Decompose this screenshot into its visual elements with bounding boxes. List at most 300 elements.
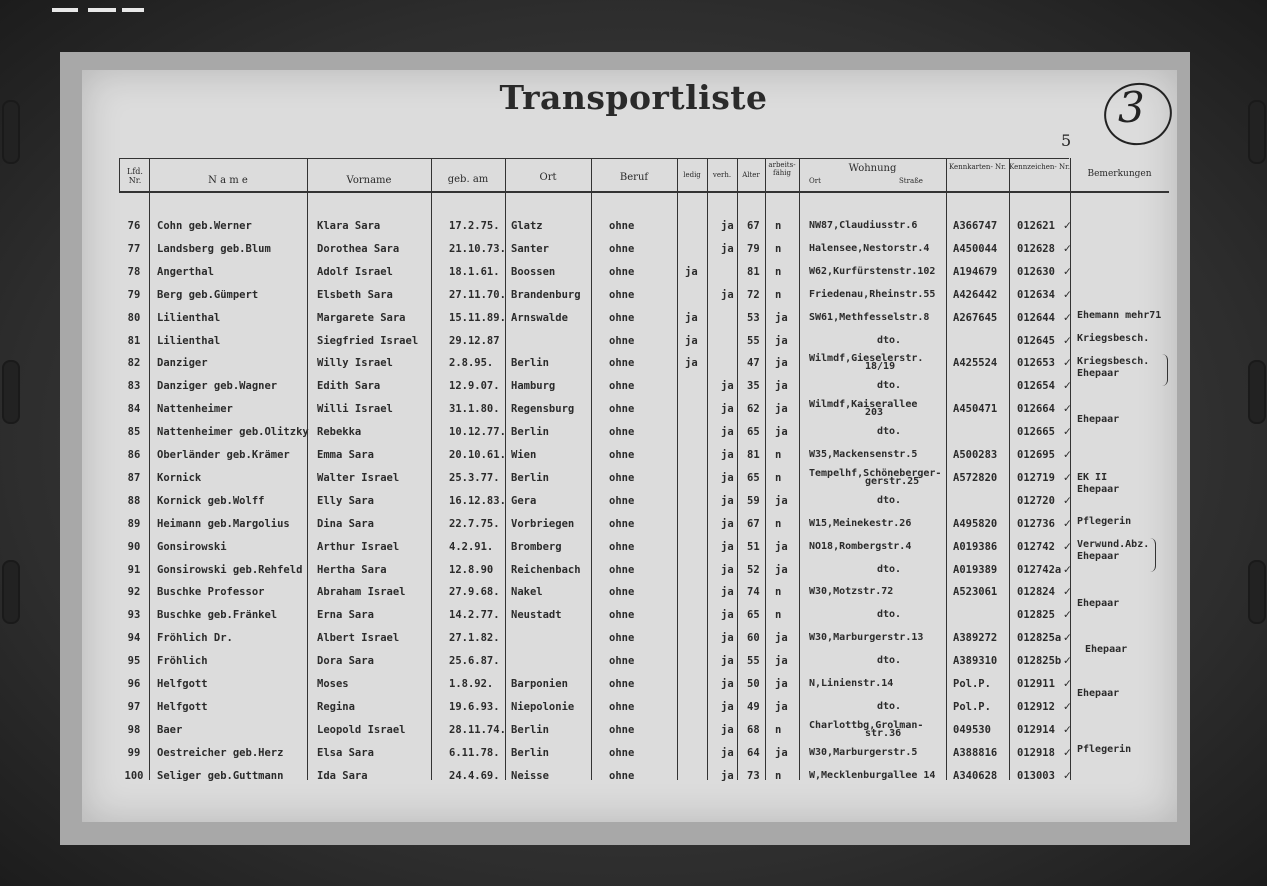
- check-mark-icon: ✓: [1063, 426, 1072, 439]
- cell-kennkarte: A194679: [953, 265, 998, 278]
- cell-kennzeichen: 012665: [1017, 426, 1055, 439]
- check-mark-icon: ✓: [1063, 494, 1072, 507]
- document-title: Transportliste: [499, 78, 768, 117]
- cell-beruf: ohne: [609, 609, 635, 622]
- cell-verh: ja: [721, 471, 734, 484]
- cell-arbeitsfaehig: ja: [775, 563, 788, 576]
- check-mark-icon: ✓: [1063, 563, 1072, 576]
- cell-vorname: Margarete Sara: [317, 311, 406, 324]
- cell-kennzeichen: 012742: [1017, 540, 1055, 553]
- cell-verh: ja: [721, 655, 734, 668]
- cell-arbeitsfaehig: n: [775, 288, 782, 301]
- cell-nr: 89: [127, 517, 141, 530]
- table-row: [119, 537, 1169, 560]
- cell-nr: 93: [127, 609, 141, 622]
- cell-ledig: ja: [685, 334, 698, 347]
- cell-ort: Barponien: [511, 678, 568, 690]
- check-mark-icon: ✓: [1063, 655, 1072, 668]
- cell-alter: 65: [747, 609, 760, 622]
- cell-kennzeichen: 013003: [1017, 769, 1055, 782]
- table-row: [119, 697, 1169, 720]
- header-wohnung: Wohnung: [848, 163, 897, 174]
- cell-geb: 24.4.69.: [449, 769, 500, 782]
- remark-row-87: EK II: [1077, 472, 1108, 483]
- table-row: [119, 262, 1169, 285]
- remark-row-99: Pflegerin: [1077, 744, 1132, 755]
- cell-wohnung: Wilmdf,Kaiserallee 203: [809, 399, 918, 419]
- header-vorname: Vorname: [346, 175, 392, 186]
- cell-geb: 17.2.75.: [449, 220, 500, 232]
- table-row: [119, 628, 1169, 651]
- cell-kennzeichen: 012825b: [1017, 655, 1062, 668]
- cell-arbeitsfaehig: ja: [775, 380, 788, 393]
- cell-vorname: Elsbeth Sara: [317, 288, 393, 301]
- cell-name: Heimann geb.Margolius: [157, 517, 290, 530]
- cell-geb: 12.8.90: [449, 563, 494, 576]
- cell-geb: 27.1.82.: [449, 632, 500, 645]
- cell-arbeitsfaehig: ja: [775, 357, 788, 370]
- check-mark-icon: ✓: [1063, 769, 1072, 782]
- cell-beruf: ohne: [609, 655, 635, 668]
- cell-geb: 22.7.75.: [449, 517, 500, 530]
- cell-beruf: ohne: [609, 723, 635, 736]
- cell-arbeitsfaehig: ja: [775, 678, 788, 690]
- cell-vorname: Arthur Israel: [317, 540, 400, 553]
- table-row: [119, 331, 1169, 354]
- check-mark-icon: ✓: [1063, 723, 1072, 736]
- cell-alter: 65: [747, 471, 760, 484]
- check-mark-icon: ✓: [1063, 242, 1072, 255]
- cell-vorname: Moses: [317, 678, 349, 690]
- cell-arbeitsfaehig: ja: [775, 746, 788, 759]
- cell-ort: Vorbriegen: [511, 517, 575, 530]
- cell-ledig: ja: [685, 357, 698, 370]
- cell-wohnung: W30,Marburgerstr.13: [809, 632, 924, 644]
- cell-name: Gonsirowski geb.Rehfeld: [157, 563, 303, 576]
- cell-vorname: Dina Sara: [317, 517, 374, 530]
- cell-kennkarte: 049530: [953, 723, 991, 736]
- table-row: [119, 216, 1169, 239]
- cell-beruf: ohne: [609, 678, 635, 690]
- cell-ort: Berlin: [511, 426, 549, 439]
- cell-alter: 81: [747, 449, 760, 461]
- cell-kennkarte: Pol.P.: [953, 678, 991, 690]
- cell-ort: Reichenbach: [511, 563, 581, 576]
- cell-verh: ja: [721, 723, 734, 736]
- cell-name: Lilienthal: [157, 311, 221, 324]
- cell-ort: Berlin: [511, 723, 549, 736]
- table-row: [119, 422, 1169, 445]
- table-row: [119, 651, 1169, 674]
- film-perforation: [2, 360, 20, 424]
- cell-beruf: ohne: [609, 426, 635, 439]
- check-mark-icon: ✓: [1063, 220, 1072, 232]
- cell-wohnung: W15,Meinekestr.26: [809, 517, 912, 529]
- table-row: [119, 353, 1169, 376]
- cell-kennkarte: A267645: [953, 311, 998, 324]
- table-row: [119, 766, 1169, 789]
- bracket-mark: [1161, 354, 1168, 386]
- cell-verh: ja: [721, 586, 734, 599]
- cell-arbeitsfaehig: n: [775, 449, 782, 461]
- cell-alter: 62: [747, 403, 760, 416]
- header-arbeitsfaehig: arbeits- fähig: [768, 161, 796, 177]
- check-mark-icon: ✓: [1063, 403, 1072, 416]
- cell-verh: ja: [721, 426, 734, 439]
- header-kennkarte: Kennkarten- Nr.: [949, 163, 1006, 171]
- cell-wohnung: dto.: [877, 609, 902, 621]
- cell-kennkarte: A389310: [953, 655, 998, 668]
- header-verh: verh.: [712, 171, 732, 179]
- cell-verh: ja: [721, 609, 734, 622]
- cell-wohnung: Tempelhf,Schöneberger- gerstr.25: [809, 467, 942, 487]
- cell-alter: 35: [747, 380, 760, 393]
- header-ledig: ledig: [683, 171, 701, 179]
- cell-beruf: ohne: [609, 517, 635, 530]
- cell-kennzeichen: 012621: [1017, 220, 1055, 232]
- check-mark-icon: ✓: [1063, 632, 1072, 645]
- cell-geb: 29.12.87: [449, 334, 500, 347]
- cell-kennkarte: Pol.P.: [953, 700, 991, 713]
- cell-ort: Neustadt: [511, 609, 562, 622]
- table-row: [119, 285, 1169, 308]
- cell-name: Cohn geb.Werner: [157, 220, 252, 232]
- cell-name: Kornick: [157, 471, 202, 484]
- cell-ort: Glatz: [511, 220, 543, 232]
- cell-name: Helfgott: [157, 700, 208, 713]
- cell-kennzeichen: 012664: [1017, 403, 1055, 416]
- table-row: [119, 560, 1169, 583]
- cell-beruf: ohne: [609, 380, 635, 393]
- cell-kennzeichen: 012742a: [1017, 563, 1062, 576]
- table-row: [119, 308, 1169, 331]
- table-row: [119, 582, 1169, 605]
- cell-arbeitsfaehig: ja: [775, 655, 788, 668]
- cell-kennzeichen: 012628: [1017, 242, 1055, 255]
- cell-beruf: ohne: [609, 700, 635, 713]
- table-row: [119, 239, 1169, 262]
- transport-table: [119, 158, 1169, 780]
- cell-beruf: ohne: [609, 471, 635, 484]
- cell-wohnung: Halensee,Nestorstr.4: [809, 242, 930, 254]
- cell-kennzeichen: 012918: [1017, 746, 1055, 759]
- header-wohnung-ort: Ort: [809, 177, 821, 185]
- cell-ort: Gera: [511, 494, 537, 507]
- cell-name: Buschke Professor: [157, 586, 265, 599]
- check-mark-icon: ✓: [1063, 586, 1072, 599]
- cell-name: Buschke geb.Fränkel: [157, 609, 278, 622]
- cell-verh: ja: [721, 220, 734, 232]
- cell-beruf: ohne: [609, 242, 635, 255]
- cell-alter: 55: [747, 655, 760, 668]
- cell-alter: 73: [747, 769, 760, 782]
- table-row: [119, 468, 1169, 491]
- cell-kennzeichen: 012695: [1017, 449, 1055, 461]
- cell-geb: 12.9.07.: [449, 380, 500, 393]
- header-beruf: Beruf: [619, 172, 649, 183]
- cell-verh: ja: [721, 517, 734, 530]
- cell-ort: Neisse: [511, 769, 549, 782]
- header-name: N a m e: [208, 175, 248, 186]
- cell-kennkarte: A366747: [953, 220, 998, 232]
- cell-name: Fröhlich: [157, 655, 208, 668]
- check-mark-icon: ✓: [1063, 449, 1072, 461]
- remark-row-96: Ehepaar: [1077, 688, 1120, 699]
- check-mark-icon: ✓: [1063, 311, 1072, 324]
- cell-kennzeichen: 012914: [1017, 723, 1055, 736]
- cell-arbeitsfaehig: n: [775, 586, 782, 599]
- cell-arbeitsfaehig: ja: [775, 426, 788, 439]
- cell-vorname: Rebekka: [317, 426, 362, 439]
- cell-arbeitsfaehig: n: [775, 609, 782, 622]
- cell-kennkarte: A572820: [953, 471, 998, 484]
- cell-ort: Berlin: [511, 357, 549, 370]
- film-perforation: [2, 560, 20, 624]
- cell-kennzeichen: 012630: [1017, 265, 1055, 278]
- cell-vorname: Willy Israel: [317, 357, 393, 370]
- cell-ledig: ja: [685, 311, 698, 324]
- film-edge-mark: [122, 8, 144, 12]
- cell-name: Kornick geb.Wolff: [157, 494, 265, 507]
- cell-beruf: ohne: [609, 563, 635, 576]
- cell-alter: 65: [747, 426, 760, 439]
- cell-kennzeichen: 012653: [1017, 357, 1055, 370]
- header-ort: Ort: [539, 172, 557, 183]
- cell-alter: 47: [747, 357, 760, 370]
- check-mark-icon: ✓: [1063, 540, 1072, 553]
- cell-ort: Berlin: [511, 746, 549, 759]
- cell-kennzeichen: 012719: [1017, 471, 1055, 484]
- cell-nr: 81: [127, 334, 141, 347]
- cell-kennkarte: A450044: [953, 242, 998, 255]
- header-geb: geb. am: [447, 174, 489, 185]
- check-mark-icon: ✓: [1063, 380, 1072, 393]
- remark-row-94: Ehepaar: [1085, 644, 1128, 655]
- header-kennzeichen: Kennzeichen- Nr.: [1009, 163, 1070, 171]
- remark-row-90: Verwund.Abz.: [1077, 539, 1150, 550]
- cell-wohnung: W30,Marburgerstr.5: [809, 746, 918, 758]
- cell-kennkarte: A389272: [953, 632, 998, 645]
- cell-nr: 83: [127, 380, 141, 393]
- header-lfd: Lfd. Nr.: [127, 167, 143, 185]
- table-row: [119, 491, 1169, 514]
- cell-kennzeichen: 012720: [1017, 494, 1055, 507]
- cell-nr: 88: [127, 494, 141, 507]
- cell-vorname: Emma Sara: [317, 449, 374, 461]
- cell-geb: 6.11.78.: [449, 746, 500, 759]
- cell-kennzeichen: 012825a: [1017, 632, 1062, 645]
- cell-kennzeichen: 012912: [1017, 700, 1055, 713]
- cell-wohnung: Wilmdf,Gieselerstr. 18/19: [809, 353, 924, 373]
- cell-name: Nattenheimer geb.Olitzky: [157, 426, 309, 439]
- cell-kennkarte: A425524: [953, 357, 998, 370]
- cell-ort: Berlin: [511, 471, 549, 484]
- cell-verh: ja: [721, 449, 734, 461]
- cell-verh: ja: [721, 494, 734, 507]
- cell-vorname: Hertha Sara: [317, 563, 387, 576]
- cell-beruf: ohne: [609, 494, 635, 507]
- cell-wohnung: W35,Mackensenstr.5: [809, 449, 918, 460]
- cell-alter: 52: [747, 563, 760, 576]
- remark-row-92: Ehepaar: [1077, 598, 1120, 609]
- cell-geb: 20.10.61.: [449, 449, 506, 461]
- film-edge-mark: [52, 8, 78, 12]
- cell-kennzeichen: 012654: [1017, 380, 1055, 393]
- cell-vorname: Willi Israel: [317, 403, 393, 416]
- cell-alter: 60: [747, 632, 760, 645]
- cell-ort: Bromberg: [511, 540, 562, 553]
- cell-arbeitsfaehig: n: [775, 517, 782, 530]
- cell-geb: 27.11.70.: [449, 288, 506, 301]
- cell-geb: 14.2.77.: [449, 609, 500, 622]
- check-mark-icon: ✓: [1063, 678, 1072, 690]
- cell-kennkarte: A340628: [953, 769, 998, 782]
- cell-nr: 97: [127, 700, 141, 713]
- cell-beruf: ohne: [609, 288, 635, 301]
- cell-nr: 98: [127, 723, 141, 736]
- cell-beruf: ohne: [609, 769, 635, 782]
- remark-row-84: Ehepaar: [1077, 414, 1120, 425]
- remark-row-90-91: Ehepaar: [1077, 551, 1120, 562]
- cell-beruf: ohne: [609, 334, 635, 347]
- check-mark-icon: ✓: [1063, 288, 1072, 301]
- cell-ort: Niepolonie: [511, 700, 575, 713]
- cell-nr: 77: [127, 242, 141, 255]
- cell-arbeitsfaehig: ja: [775, 540, 788, 553]
- cell-vorname: Ida Sara: [317, 769, 368, 782]
- cell-kennzeichen: 012644: [1017, 311, 1055, 324]
- cell-beruf: ohne: [609, 632, 635, 645]
- cell-kennkarte: A388816: [953, 746, 998, 759]
- cell-geb: 1.8.92.: [449, 678, 494, 690]
- cell-wohnung: dto.: [877, 380, 902, 392]
- cell-ort: Nakel: [511, 586, 543, 599]
- cell-kennzeichen: 012645: [1017, 334, 1055, 347]
- table-row: [119, 376, 1169, 399]
- cell-name: Helfgott: [157, 678, 208, 690]
- cell-name: Danziger geb.Wagner: [157, 380, 278, 393]
- check-mark-icon: ✓: [1063, 700, 1072, 713]
- cell-wohnung: SW61,Methfesselstr.8: [809, 311, 930, 323]
- cell-arbeitsfaehig: ja: [775, 700, 788, 713]
- table-row: [119, 399, 1169, 422]
- cell-vorname: Erna Sara: [317, 609, 374, 622]
- header-wohnung-strasse: Straße: [899, 177, 923, 185]
- cell-nr: 84: [127, 403, 141, 416]
- cell-kennkarte: A426442: [953, 288, 998, 301]
- cell-alter: 67: [747, 517, 760, 530]
- cell-nr: 87: [127, 471, 141, 484]
- cell-wohnung: N,Linienstr.14: [809, 678, 894, 689]
- cell-nr: 79: [127, 288, 141, 301]
- cell-verh: ja: [721, 288, 734, 301]
- cell-geb: 25.6.87.: [449, 655, 500, 668]
- film-perforation: [1248, 360, 1266, 424]
- cell-vorname: Elly Sara: [317, 494, 374, 507]
- film-edge-mark: [88, 8, 116, 12]
- table-row: [119, 743, 1169, 766]
- check-mark-icon: ✓: [1063, 334, 1072, 347]
- header-bemerkungen: Bemerkungen: [1087, 169, 1152, 179]
- remark-row-80: Ehemann mehr71: [1077, 310, 1162, 321]
- table-row: [119, 445, 1169, 468]
- cell-beruf: ohne: [609, 449, 635, 461]
- cell-verh: ja: [721, 678, 734, 690]
- cell-wohnung: Friedenau,Rheinstr.55: [809, 288, 936, 300]
- cell-name: Danziger: [157, 357, 208, 370]
- header-alter: Alter: [742, 171, 760, 179]
- check-mark-icon: ✓: [1063, 265, 1072, 278]
- cell-vorname: Edith Sara: [317, 380, 381, 393]
- cell-arbeitsfaehig: ja: [775, 334, 788, 347]
- cell-verh: ja: [721, 632, 734, 645]
- cell-nr: 86: [127, 449, 141, 461]
- cell-alter: 74: [747, 586, 760, 599]
- cell-geb: 16.12.83.: [449, 494, 506, 507]
- cell-alter: 53: [747, 311, 760, 324]
- cell-alter: 81: [747, 265, 760, 278]
- cell-verh: ja: [721, 769, 734, 782]
- cell-name: Oestreicher geb.Herz: [157, 746, 284, 759]
- cell-wohnung: dto.: [877, 655, 902, 667]
- cell-beruf: ohne: [609, 265, 635, 278]
- cell-alter: 68: [747, 723, 760, 736]
- cell-vorname: Leopold Israel: [317, 723, 406, 736]
- cell-alter: 51: [747, 540, 760, 553]
- column-divider: [119, 158, 120, 191]
- cell-arbeitsfaehig: n: [775, 723, 782, 736]
- cell-arbeitsfaehig: n: [775, 220, 782, 232]
- cell-arbeitsfaehig: ja: [775, 494, 788, 507]
- cell-vorname: Elsa Sara: [317, 746, 374, 759]
- bracket-mark: [1149, 538, 1156, 572]
- cell-wohnung: W30,Motzstr.72: [809, 586, 894, 598]
- check-mark-icon: ✓: [1063, 746, 1072, 759]
- cell-nr: 78: [127, 265, 141, 278]
- cell-nr: 94: [127, 632, 141, 645]
- cell-kennzeichen: 012824: [1017, 586, 1055, 599]
- cell-arbeitsfaehig: ja: [775, 403, 788, 416]
- cell-vorname: Albert Israel: [317, 632, 400, 645]
- cell-geb: 10.12.77.: [449, 426, 506, 439]
- cell-wohnung: dto.: [877, 700, 902, 712]
- check-mark-icon: ✓: [1063, 471, 1072, 484]
- table-row: [119, 605, 1169, 628]
- cell-alter: 72: [747, 288, 760, 301]
- cell-wohnung: dto.: [877, 494, 902, 506]
- check-mark-icon: ✓: [1063, 357, 1072, 370]
- cell-name: Lilienthal: [157, 334, 221, 347]
- remark-row-82: Kriegsbesch.: [1077, 356, 1150, 367]
- handwritten-number: 3: [1118, 83, 1145, 132]
- cell-vorname: Regina: [317, 700, 355, 713]
- cell-name: Seliger geb.Guttmann: [157, 769, 284, 782]
- cell-name: Nattenheimer: [157, 403, 233, 416]
- cell-name: Gonsirowski: [157, 540, 227, 553]
- cell-verh: ja: [721, 563, 734, 576]
- cell-nr: 91: [127, 563, 141, 576]
- cell-geb: 27.9.68.: [449, 586, 500, 599]
- cell-kennkarte: A450471: [953, 403, 998, 416]
- table-top-border: [119, 158, 1069, 159]
- cell-alter: 49: [747, 700, 760, 713]
- cell-vorname: Dora Sara: [317, 655, 374, 668]
- cell-beruf: ohne: [609, 311, 635, 324]
- cell-kennkarte: A019389: [953, 563, 998, 576]
- cell-ort: Regensburg: [511, 403, 575, 416]
- cell-nr: 92: [127, 586, 141, 599]
- cell-name: Baer: [157, 723, 183, 736]
